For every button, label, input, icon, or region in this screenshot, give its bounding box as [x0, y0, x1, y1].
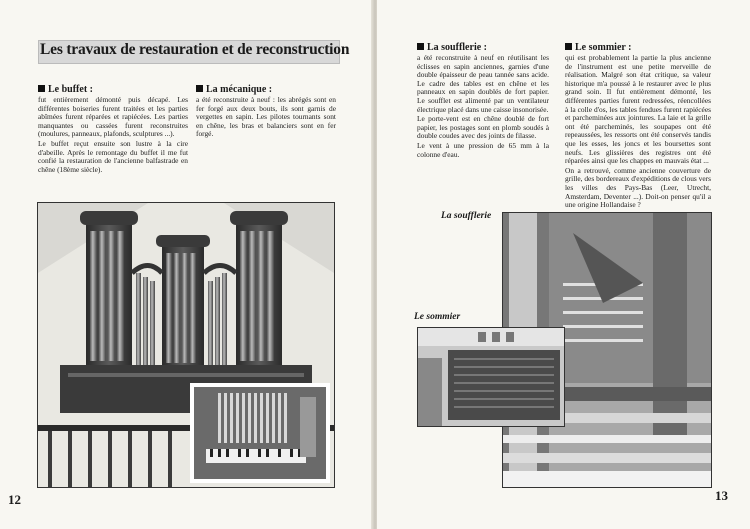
buffet-paragraph-1: fut entièrement démonté puis décapé. Les différentes boiseries furent traitées et les parties abîmées furent réparées et rapiécées. Les parties manquantes ou cassées furent reconstruites (moulures, panneaux, plafonds, sculptures ...). [38, 95, 188, 139]
soufflerie-paragraph-2: Le porte-vent est en chêne doublé de fort papier, les postages sont en plomb soudés à double coudes avec des joints de filasse. [417, 114, 549, 141]
sommier-title: Le sommier : [575, 42, 632, 53]
mecanique-paragraph-1: a été reconstruite à neuf : les abrégés sont en fer forgé aux deux bouts, ils sont garnis de vergettes en sapin. Les pilotes tournants sont en chêne, les bras et balanciers sont en fer forgé. [196, 95, 336, 139]
buffet-paragraph-2: Le buffet reçut ensuite son lustre à la cire d'abeille. Après le remontage du buffet il me fut confié la restauration de l'ancienne balfastrade en chêne (18ème siècle). [38, 138, 188, 174]
sommier-title-row [565, 42, 711, 53]
sommier-column [565, 42, 711, 211]
soufflerie-title: La soufflerie : [427, 42, 487, 53]
sommier-paragraph-2: On a retrouvé, comme ancienne couverture de grille, des bordereaux d'expéditions de clous vers les villes des Pays-Bas (Leer, Utrecht, Amsterdam, Deventer ...). Doit-on penser qu'il a une origine Hollandaise ? [565, 165, 711, 210]
page-heading: Les travaux de restauration et de reconstruction [40, 41, 350, 58]
mecanique-title-row [196, 84, 336, 95]
bullet-square-icon [565, 43, 572, 50]
left-page [0, 0, 373, 529]
soufflerie-column [417, 42, 549, 160]
caption-sommier: Le sommier [414, 312, 461, 322]
bullet-square-icon [417, 43, 424, 50]
buffet-column [38, 84, 188, 175]
organ-buffet-photo [37, 202, 335, 488]
right-page [377, 0, 750, 529]
buffet-title: Le buffet : [48, 84, 93, 95]
caption-soufflerie: La soufflerie [441, 211, 492, 221]
soufflerie-title-row [417, 42, 549, 53]
organ-buffet-illustration [38, 203, 334, 487]
soufflerie-paragraph-1: a été reconstruite à neuf en réutilisant les éclisses en sapin anciennes, garnies d'une double épaisseur de peau tannée sans acide. Le cadre des tables est en chêne et les panneaux en sapin doublés de fort papier. Le soufflet est alimenté par un ventilateur électrique placé dans une caisse insonorisée. [417, 53, 549, 114]
soufflerie-paragraph-3: Le vent à une pression de 65 mm à la colonne d'eau. [417, 140, 549, 159]
bullet-square-icon [196, 85, 203, 92]
buffet-title-row [38, 84, 188, 95]
page-number-right: 13 [715, 488, 728, 503]
sommier-paragraph-1: qui est probablement la partie la plus ancienne de l'instrument est une petite merveille de réalisation. Malgré son état critique, sa valeur historique m'a poussé à le restaurer avec le plus grand soin. Il fut entièrement démonté, les différentes parties furent redressées, réencollées à la colle d'os, les tables fendues furent rapiécées et parcheminées aux jointures. La laie et la grille ont été parcheminés, les soupapes ont été repeaussées, les ressorts ont été conservés tandis que les esses, les joncs et les boursettes sont neufs. Les glissières des registres ont été réparées ainsi que les chappes en mauvais état ... [565, 53, 711, 166]
bullet-square-icon [38, 85, 45, 92]
page-number-left: 12 [8, 492, 21, 507]
mecanique-title: La mécanique : [206, 84, 273, 95]
sommier-illustration [418, 328, 564, 426]
sommier-photo [417, 327, 565, 427]
mecanique-column [196, 84, 336, 140]
